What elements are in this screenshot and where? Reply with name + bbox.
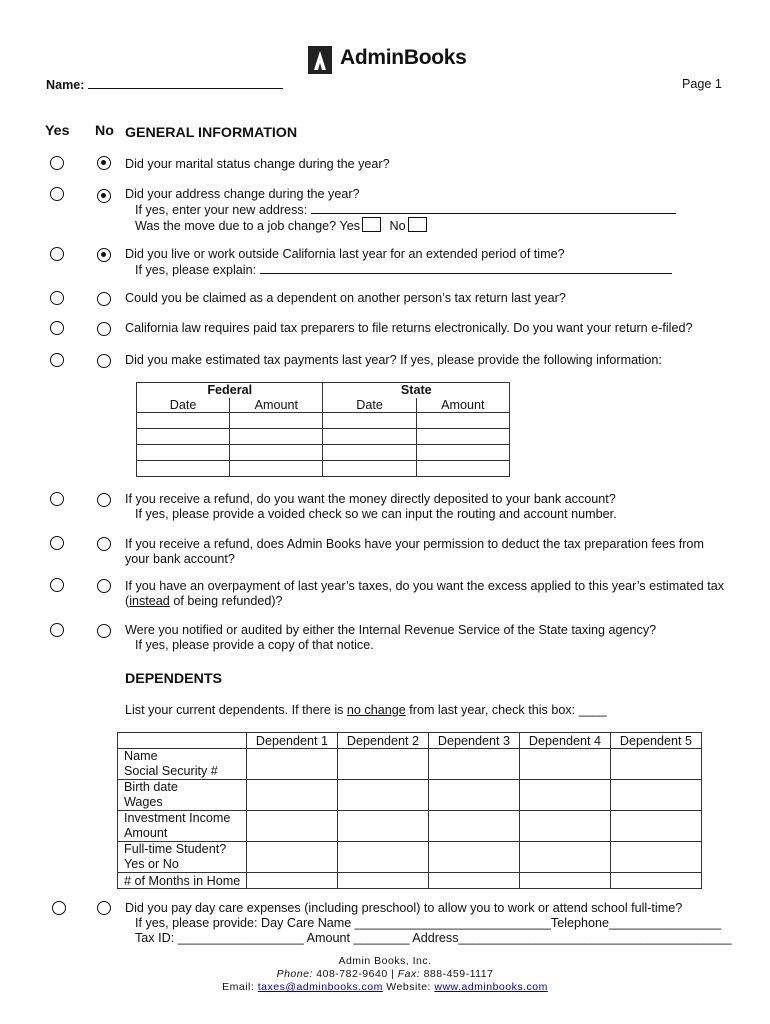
table-cell[interactable] [246, 749, 337, 780]
state-date-header: Date [323, 398, 416, 413]
table-cell[interactable] [428, 749, 519, 780]
federal-amount-header: Amount [230, 398, 323, 413]
q2-address-label: If yes, enter your new address: [135, 203, 308, 217]
footer-phone-fax: Phone: 408-782-9640 | Fax: 888-459-1117 [276, 968, 494, 980]
fax-number: 888-459-1117 [423, 968, 494, 980]
table-cell[interactable] [428, 780, 519, 811]
table-cell[interactable] [230, 429, 323, 445]
q2-no-label: No [389, 219, 406, 233]
q2-no-radio[interactable] [97, 189, 111, 203]
row-label [118, 811, 247, 842]
new-address-input[interactable] [311, 202, 676, 214]
job-change-yes-checkbox[interactable] [362, 217, 381, 232]
dependents-intro-before: List your current dependents. If there is [125, 703, 347, 717]
adminbooks-logo-icon [308, 46, 332, 74]
phone-number: 408-782-9640 [316, 968, 388, 980]
table-cell[interactable] [416, 429, 509, 445]
table-cell[interactable] [610, 811, 701, 842]
q5-text: California law requires paid tax preparers to file returns electronically. Do you want your return e-filed? [125, 321, 693, 335]
table-cell[interactable] [337, 780, 428, 811]
website-link[interactable]: www.adminbooks.com [434, 981, 548, 993]
federal-header: Federal [137, 383, 323, 398]
table-cell[interactable] [246, 780, 337, 811]
table-cell[interactable] [416, 461, 509, 477]
job-change-no-checkbox[interactable] [408, 217, 427, 232]
q3-text: Did you live or work outside California last year for an extended period of time? [125, 247, 565, 261]
q6-text: Did you make estimated tax payments last year? If yes, please provide the following information: [125, 353, 662, 367]
q6-yes-radio[interactable] [50, 353, 64, 367]
table-row [137, 413, 510, 429]
q9-text-line2 [125, 594, 283, 608]
dependents-no-change: no change [346, 703, 406, 717]
row-label [118, 749, 247, 780]
q2-job-change-label: Was the move due to a job change? [135, 219, 337, 233]
yes-column-header: Yes [45, 123, 70, 139]
table-cell[interactable] [246, 842, 337, 873]
table-cell[interactable] [519, 780, 610, 811]
row-label-wages: Wages [124, 795, 163, 809]
dependents-heading: DEPENDENTS [125, 671, 222, 687]
dependent-2-header: Dependent 2 [337, 733, 428, 749]
table-row [118, 749, 702, 780]
table-cell[interactable] [416, 413, 509, 429]
table-cell[interactable] [610, 749, 701, 780]
table-cell[interactable] [323, 429, 416, 445]
q2-job-change-row [135, 217, 429, 233]
q3-explain-row [135, 262, 672, 277]
q9-yes-radio[interactable] [50, 578, 64, 592]
q8-text-line1: If you receive a refund, does Admin Books have your permission to deduct the tax preparation fees from [125, 537, 704, 551]
q6-no-radio[interactable] [97, 354, 111, 368]
row-label-amount: Amount [124, 826, 168, 840]
q11-yes-radio[interactable] [52, 901, 66, 915]
q8-no-radio[interactable] [97, 537, 111, 551]
table-cell[interactable] [519, 811, 610, 842]
q1-yes-radio[interactable] [50, 156, 64, 170]
table-row [118, 873, 702, 889]
table-row [137, 429, 510, 445]
q4-no-radio[interactable] [97, 292, 111, 306]
dependents-table [117, 732, 702, 889]
dependents-intro-after[interactable]: from last year, check this box: ____ [405, 703, 607, 717]
q2-yes-label: Yes [339, 219, 360, 233]
estimated-payments-table [136, 382, 510, 477]
table-cell[interactable] [337, 749, 428, 780]
table-cell[interactable] [230, 461, 323, 477]
q7-text: If you receive a refund, do you want the money directly deposited to your bank account? [125, 492, 616, 506]
q9-line2-rest: of being refunded)? [169, 594, 283, 608]
table-cell[interactable] [519, 873, 610, 889]
q7-subtext: If yes, please provide a voided check so we can input the routing and account number. [135, 507, 617, 521]
table-cell[interactable] [337, 873, 428, 889]
name-label: Name: [46, 78, 85, 92]
table-cell[interactable] [519, 842, 610, 873]
q5-yes-radio[interactable] [50, 321, 64, 335]
table-cell[interactable] [610, 780, 701, 811]
table-row [118, 780, 702, 811]
table-cell[interactable] [610, 842, 701, 873]
q2-yes-radio[interactable] [50, 187, 64, 201]
dependent-3-header: Dependent 3 [428, 733, 519, 749]
q8-yes-radio[interactable] [50, 536, 64, 550]
dependent-4-header: Dependent 4 [519, 733, 610, 749]
q1-no-radio[interactable] [97, 156, 111, 170]
q2-text: Did your address change during the year? [125, 187, 360, 201]
q10-text: Were you notified or audited by either the Internal Revenue Service of the State taxing agency? [125, 623, 657, 637]
row-label-yes-or-no: Yes or No [124, 857, 179, 871]
fax-label: Fax: [397, 968, 421, 980]
table-cell[interactable] [230, 445, 323, 461]
q10-no-radio[interactable] [97, 624, 111, 638]
email-label: Email: [222, 981, 255, 993]
table-cell[interactable] [246, 811, 337, 842]
footer-company: Admin Books, Inc. [338, 955, 432, 967]
dependents-intro [125, 703, 607, 717]
page-number: Page 1 [682, 77, 722, 91]
q4-text: Could you be claimed as a dependent on another person’s tax return last year? [125, 291, 566, 305]
q1-text: Did your marital status change during the year? [125, 157, 390, 171]
table-row [137, 445, 510, 461]
name-input-line[interactable] [88, 77, 283, 89]
q5-no-radio[interactable] [97, 322, 111, 336]
q9-paren: ( [125, 594, 130, 608]
state-header: State [323, 383, 510, 398]
q9-instead: instead [129, 594, 170, 608]
phone-label: Phone: [276, 968, 313, 980]
row-label-birth-date: Birth date [124, 780, 178, 794]
table-cell[interactable] [416, 445, 509, 461]
table-cell[interactable] [246, 873, 337, 889]
email-link[interactable]: taxes@adminbooks.com [257, 981, 383, 993]
table-cell[interactable] [230, 413, 323, 429]
q9-text-line1: If you have an overpayment of last year’s taxes, do you want the excess applied to this year’s estimated tax [125, 579, 725, 593]
general-information-heading: GENERAL INFORMATION [125, 125, 298, 141]
table-cell[interactable] [323, 461, 416, 477]
table-cell[interactable] [428, 811, 519, 842]
federal-date-header: Date [137, 398, 230, 413]
q7-yes-radio[interactable] [50, 492, 64, 506]
explain-input[interactable] [260, 262, 672, 274]
website-label: Website: [386, 981, 431, 993]
row-label-name: Name [124, 749, 158, 763]
table-cell[interactable] [610, 873, 701, 889]
table-cell[interactable] [137, 413, 230, 429]
row-label-ssn: Social Security # [124, 764, 218, 778]
q10-yes-radio[interactable] [50, 623, 64, 637]
q9-no-radio[interactable] [97, 579, 111, 593]
q4-yes-radio[interactable] [50, 291, 64, 305]
table-cell[interactable] [337, 811, 428, 842]
daycare-sub1[interactable]: If yes, please provide: Day Care Name ____________________________Telephone________________ [135, 916, 722, 930]
daycare-text: Did you pay day care expenses (including preschool) to allow you to work or attend school full-time? [125, 901, 683, 915]
table-row [137, 461, 510, 477]
table-row [118, 811, 702, 842]
table-cell[interactable] [137, 445, 230, 461]
q10-subtext: If yes, please provide a copy of that notice. [135, 638, 374, 652]
name-field[interactable] [46, 77, 283, 92]
q3-explain-label: If yes, please explain: [135, 263, 257, 277]
state-amount-header: Amount [416, 398, 509, 413]
dependent-5-header: Dependent 5 [610, 733, 701, 749]
table-cell[interactable] [428, 842, 519, 873]
table-cell[interactable] [337, 842, 428, 873]
logo-text: AdminBooks [340, 46, 467, 69]
dependent-1-header: Dependent 1 [246, 733, 337, 749]
row-label-investment-income: Investment Income [124, 811, 231, 825]
row-label-full-time-student: Full-time Student? [124, 842, 227, 856]
table-cell[interactable] [137, 461, 230, 477]
q8-text-line2: your bank account? [125, 552, 235, 566]
table-row [118, 842, 702, 873]
table-cell[interactable] [519, 749, 610, 780]
footer-contact [0, 981, 770, 993]
row-label-months-in-home: # of Months in Home [118, 873, 247, 889]
row-label [118, 842, 247, 873]
dependents-corner-cell [118, 733, 247, 749]
table-cell[interactable] [428, 873, 519, 889]
daycare-sub2[interactable]: Tax ID: __________________ Amount ________ Address_______________________________________ [135, 931, 732, 945]
table-cell[interactable] [323, 413, 416, 429]
q11-no-radio[interactable] [97, 901, 111, 915]
q2-address-row [135, 202, 676, 217]
q7-no-radio[interactable] [97, 493, 111, 507]
table-cell[interactable] [323, 445, 416, 461]
q3-no-radio[interactable] [97, 248, 111, 262]
no-column-header: No [95, 123, 114, 139]
table-cell[interactable] [137, 429, 230, 445]
q3-yes-radio[interactable] [50, 247, 64, 261]
row-label [118, 780, 247, 811]
